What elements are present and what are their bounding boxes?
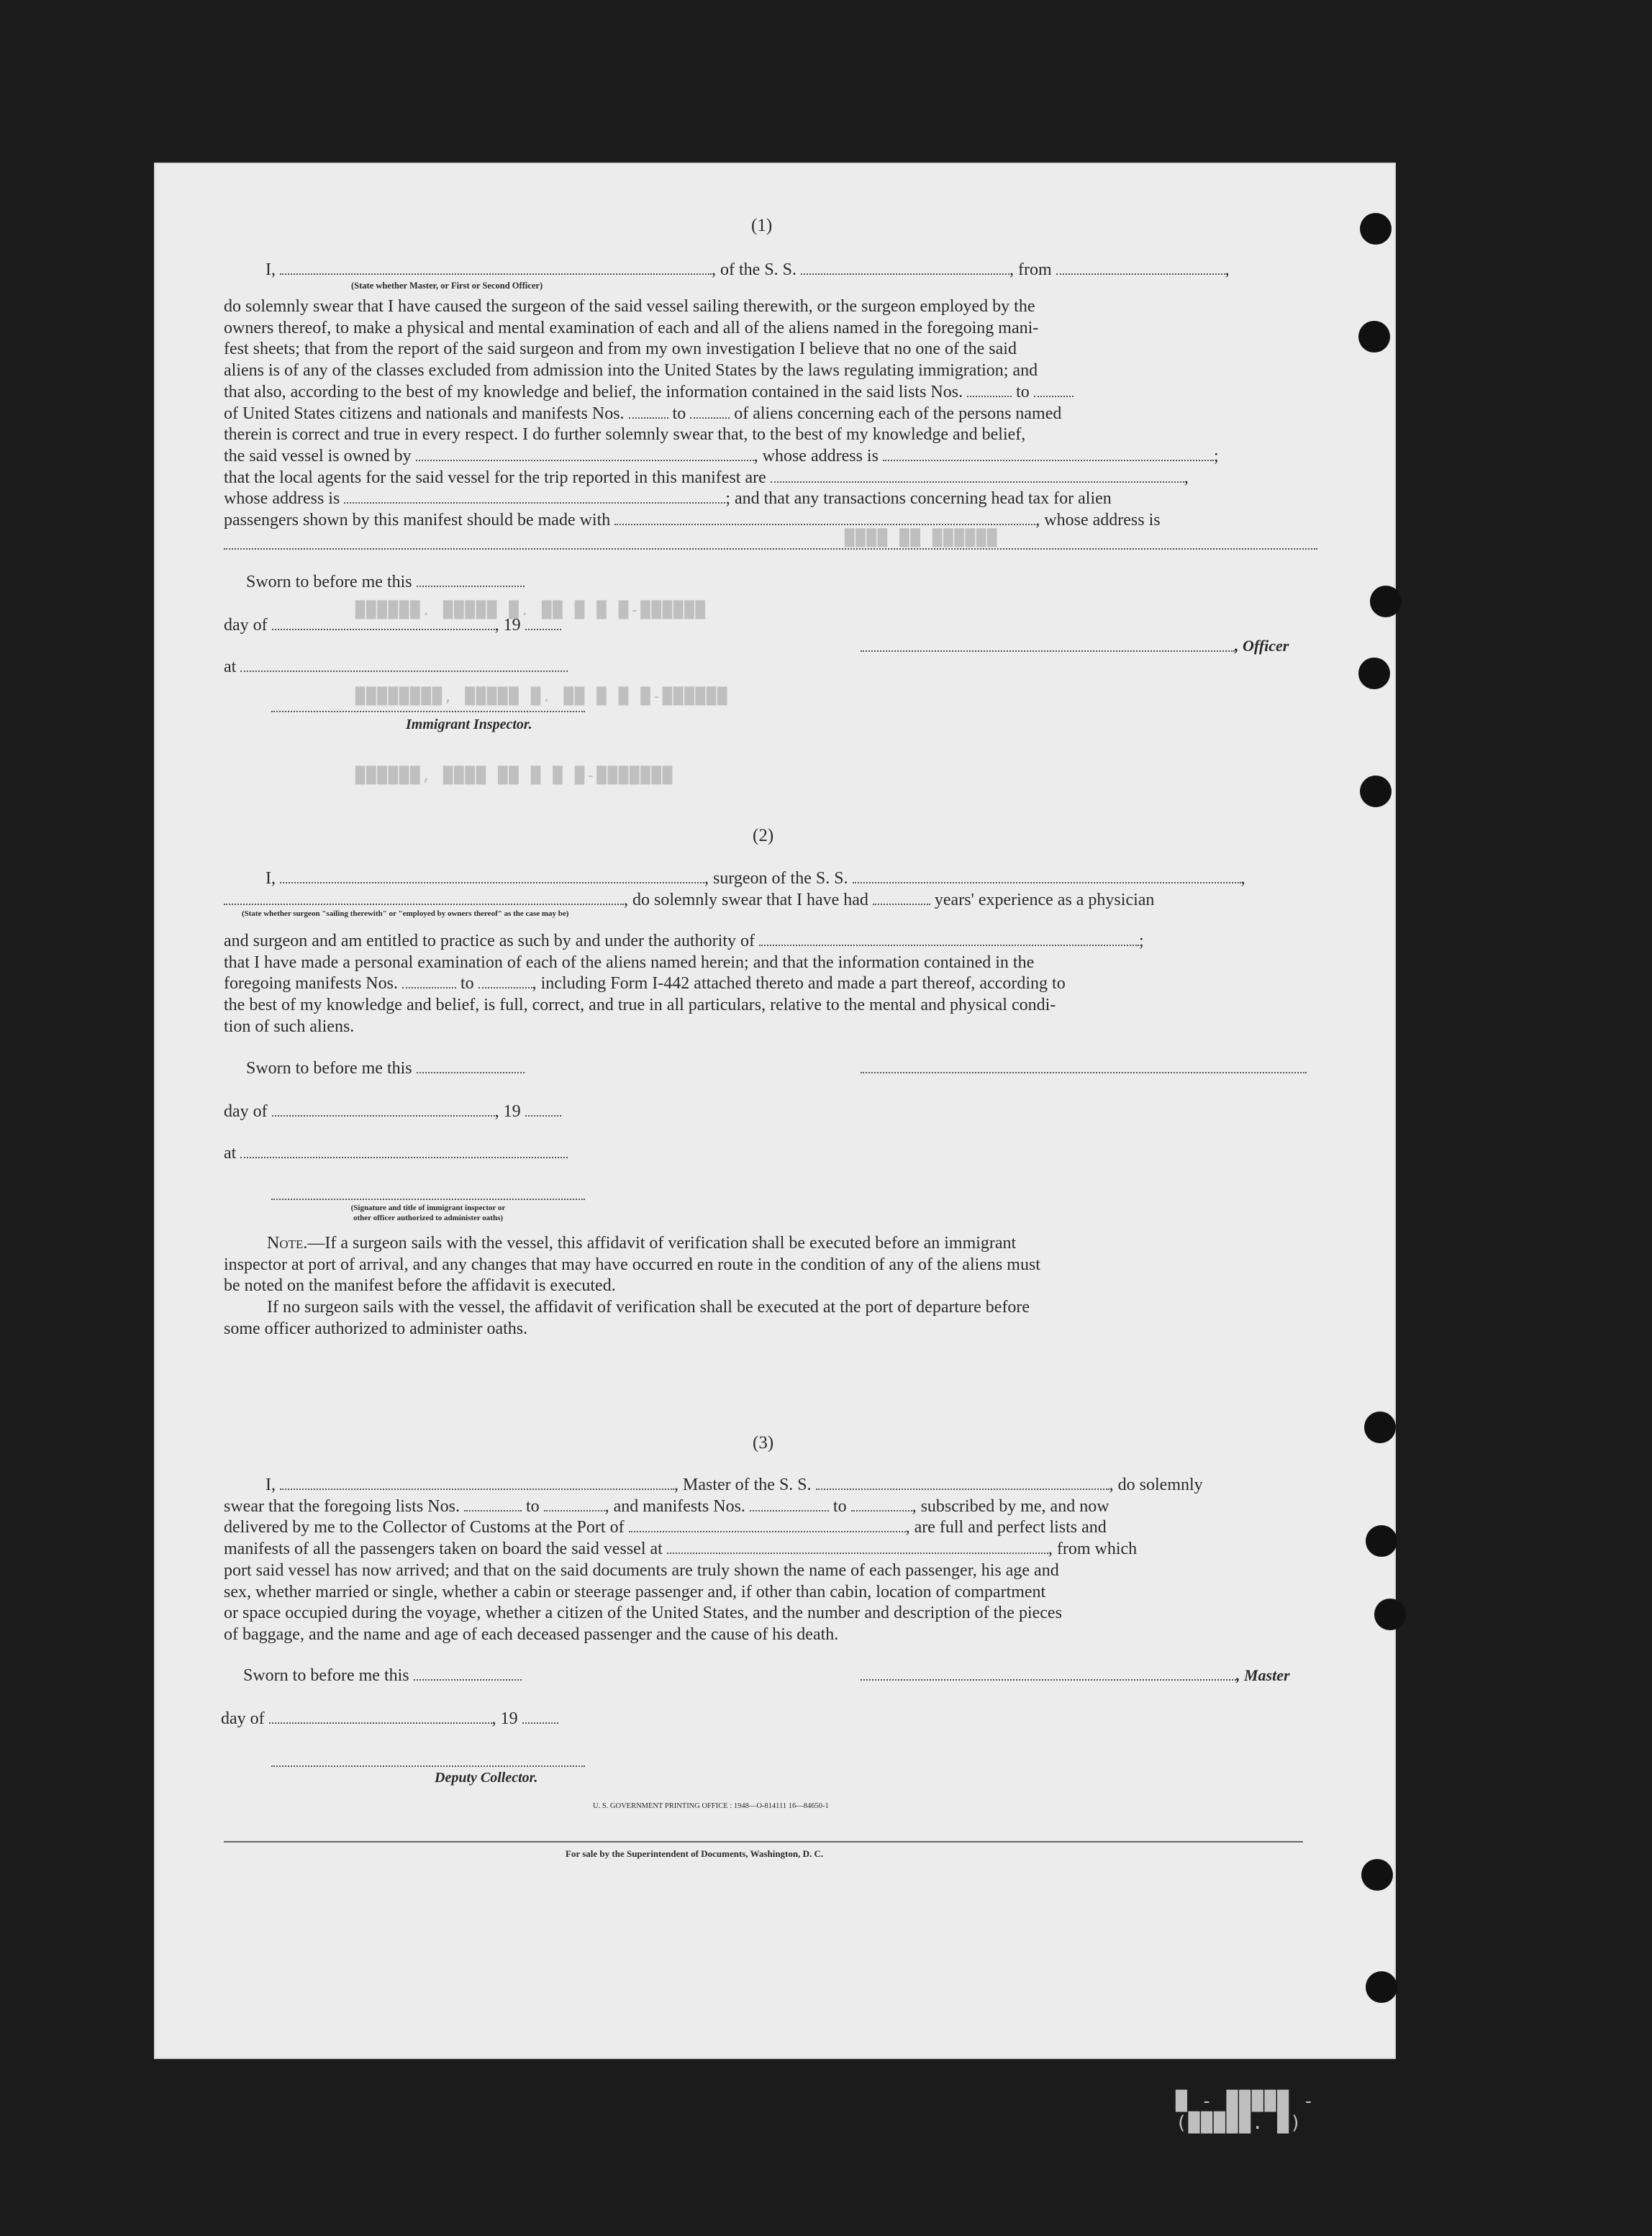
manifests-to-field[interactable]: [690, 404, 730, 419]
punch-hole: [1360, 213, 1392, 245]
s1-year-field[interactable]: [525, 616, 561, 630]
s1-day-line: day of , 19: [224, 614, 561, 636]
s3-day-line: day of , 19: [221, 1708, 558, 1730]
s2-sworn-date-field[interactable]: [417, 1059, 525, 1073]
master-signature-line[interactable]: [861, 1679, 1236, 1681]
footer-rule: [224, 1841, 1303, 1842]
departure-port-field[interactable]: [1056, 260, 1225, 275]
s3-year-field[interactable]: [522, 1709, 558, 1724]
document-page: [154, 163, 1396, 2134]
s2-day-line: day of , 19: [224, 1101, 561, 1122]
s2-manifests-from-field[interactable]: [402, 974, 456, 989]
s1-place-field[interactable]: [240, 658, 568, 672]
s3-oath-paragraph: I, , Master of the S. S. , do solemnly swear that the foregoing lists Nos. to , and manifests Nos. to , subscribed by me, and now delivered by me to the Collector of Customs at the Port of , are full and perfect lists and manifests of all the passengers taken on board the said vessel at , from which port said vessel has now arrived; and that on the said documents are truly shown the name of each passenger, his age and sex, whether married or single, whether a cabin or steerage passenger and, if other than cabin, location of compartment or space occupied during the voyage, whether a citizen of the United States, and the number and description of the pieces of baggage, and the name and age of each deceased passenger and the cause of his death.: [224, 1476, 1203, 1644]
s2-note-paragraph: Note.—If a surgeon sails with the vessel, this affidavit of verification shall be executed before an immigrant inspector at port of arrival, and any changes that may have occurred en route in the condition of any of the aliens must be noted on the manifest before the affidavit is executed. If no surgeon sails with the vessel, the affidavit of verification shall be executed at the port of departure before some officer authorized to administer oaths.: [224, 1234, 1040, 1338]
section-2-number: (2): [753, 826, 774, 845]
s2-day-field[interactable]: [272, 1102, 495, 1117]
s3-manifests-from-field[interactable]: [750, 1497, 829, 1512]
s2-first-line: I, , surgeon of the S. S. ,: [266, 869, 1245, 888]
punch-hole: [1370, 586, 1402, 617]
punch-hole: [1366, 1525, 1397, 1557]
surgeon-name-field[interactable]: [280, 869, 704, 883]
officer-caption: , Officer: [1235, 637, 1289, 655]
section-1-number: (1): [751, 216, 773, 235]
vessel-owner-field[interactable]: [416, 447, 754, 461]
s1-oath-paragraph: do solemnly swear that I have caused the surgeon of the said vessel sailing therewith, or the surgeon employed by the owners thereof, to make a physical and mental examination of each and all of the aliens named in the foregoing mani- fest sheets; that from the report of the said surgeon and from my own investigation I believe that no one of the said aliens is of any of the classes excluded from admission into the United States by the laws regulating immigration; and that also, according to the best of my knowledge and belief, the information contained in the said lists Nos. to of United States citizens and nationals and manifests Nos. to of aliens concerning each of the persons named therein is correct and true in every respect. I do further solemnly swear that, to the best of my knowledge and belief, the said vessel is owned by , whose address is ; that the local agents for the said vessel for the trip reported in this manifest are , whose address is ; and that any transactions concerning head tax for alien passengers shown by this manifest should be made with , whose address is: [224, 297, 1219, 530]
local-agents-field[interactable]: [771, 468, 1184, 483]
lists-from-field[interactable]: [967, 383, 1012, 397]
s3-sworn-line: Sworn to before me this: [243, 1665, 522, 1686]
officer-title-note: (State whether Master, or First or Second Officer): [351, 281, 543, 291]
lists-to-field[interactable]: [1034, 383, 1074, 397]
manifests-from-field[interactable]: [629, 404, 668, 419]
sale-notice: For sale by the Superintendent of Documents, Washington, D. C.: [566, 1848, 824, 1859]
vessel-name-field[interactable]: [801, 260, 1009, 275]
s2-sworn-line: Sworn to before me this: [246, 1058, 525, 1079]
officer-signature-line[interactable]: [861, 650, 1235, 652]
head-tax-contact-field[interactable]: [614, 511, 1035, 525]
deputy-collector-signature-line[interactable]: [271, 1765, 585, 1767]
practice-authority-field[interactable]: [759, 932, 1139, 946]
s2-place-field[interactable]: [240, 1144, 568, 1158]
show-through-text: ██████, ████ ██ █ █ █-███████: [355, 767, 674, 785]
master-name-field[interactable]: [280, 1476, 674, 1490]
punch-hole: [1366, 1971, 1397, 2003]
s1-sworn-date-field[interactable]: [417, 573, 525, 587]
surgeon-type-field[interactable]: [224, 891, 624, 905]
owner-address-field[interactable]: [883, 447, 1214, 461]
show-through-text: ██████. █████ █. ██ █ █ █-██████: [355, 601, 707, 619]
s2-oath-paragraph: and surgeon and am entitled to practice as such by and under the authority of ; that I have made a personal examination of each of the aliens named herein; and that the information contained in the foregoing manifests Nos. to , including Form I-442 attached thereto and made a part thereof, according to the best of my knowledge and belief, is full, correct, and true in all particulars, relative to the mental and physical condi- tion of such aliens.: [224, 932, 1144, 1036]
punch-hole: [1360, 776, 1392, 807]
surgeon-signature-line[interactable]: [861, 1072, 1307, 1073]
punch-hole: [1358, 658, 1390, 689]
s2-vessel-name-field[interactable]: [853, 869, 1241, 883]
punch-hole: [1361, 1859, 1393, 1891]
surgeon-type-note: (State whether surgeon "sailing therewith" or "employed by owners thereof" as the case may be): [242, 909, 569, 918]
s3-manifests-to-field[interactable]: [851, 1497, 912, 1512]
show-through-text: ████ ██ ██████: [845, 530, 999, 547]
punch-hole: [1364, 1412, 1396, 1443]
deputy-collector-caption: Deputy Collector.: [435, 1770, 538, 1786]
s2-second-line: , do solemnly swear that I have had years' experience as a physician: [224, 889, 1154, 911]
s3-lists-to-field[interactable]: [544, 1497, 605, 1512]
immigrant-inspector-caption: Immigrant Inspector.: [406, 717, 532, 732]
section-3-number: (3): [753, 1433, 774, 1453]
port-of-arrival-field[interactable]: [629, 1518, 906, 1532]
s3-lists-from-field[interactable]: [464, 1497, 522, 1512]
s2-signature-line[interactable]: [271, 1199, 585, 1200]
years-experience-field[interactable]: [873, 891, 930, 905]
s2-year-field[interactable]: [525, 1102, 561, 1117]
punch-hole: [1358, 321, 1390, 353]
s1-at-line: at: [224, 656, 568, 678]
agents-address-field[interactable]: [344, 489, 725, 504]
s3-day-field[interactable]: [269, 1709, 492, 1724]
s3-vessel-name-field[interactable]: [816, 1476, 1109, 1490]
s1-first-line: I, , of the S. S. , from ,: [266, 260, 1230, 279]
s2-manifests-to-field[interactable]: [478, 974, 532, 989]
s1-day-field[interactable]: [272, 616, 495, 630]
s2-signature-note: (Signature and title of immigrant inspector or other officer authorized to administer oaths): [350, 1204, 506, 1222]
address-continuation-line[interactable]: [224, 548, 1317, 550]
inspector-signature-line[interactable]: [271, 711, 585, 712]
boarding-port-field[interactable]: [667, 1540, 1048, 1554]
s1-sworn-line: Sworn to before me this: [246, 571, 525, 593]
gpo-imprint: U. S. GOVERNMENT PRINTING OFFICE : 1948—O-814111 16—84650-1: [593, 1802, 829, 1810]
s3-sworn-date-field[interactable]: [414, 1666, 522, 1681]
officer-name-field[interactable]: [280, 260, 712, 275]
master-caption: , Master: [1236, 1666, 1290, 1684]
show-through-text: █ - █████ - (█████. █): [1176, 2091, 1316, 2134]
punch-hole: [1374, 1599, 1406, 1630]
show-through-text: ████████, █████ █. ██ █ █ █-██████: [355, 688, 729, 706]
s2-at-line: at: [224, 1142, 568, 1164]
